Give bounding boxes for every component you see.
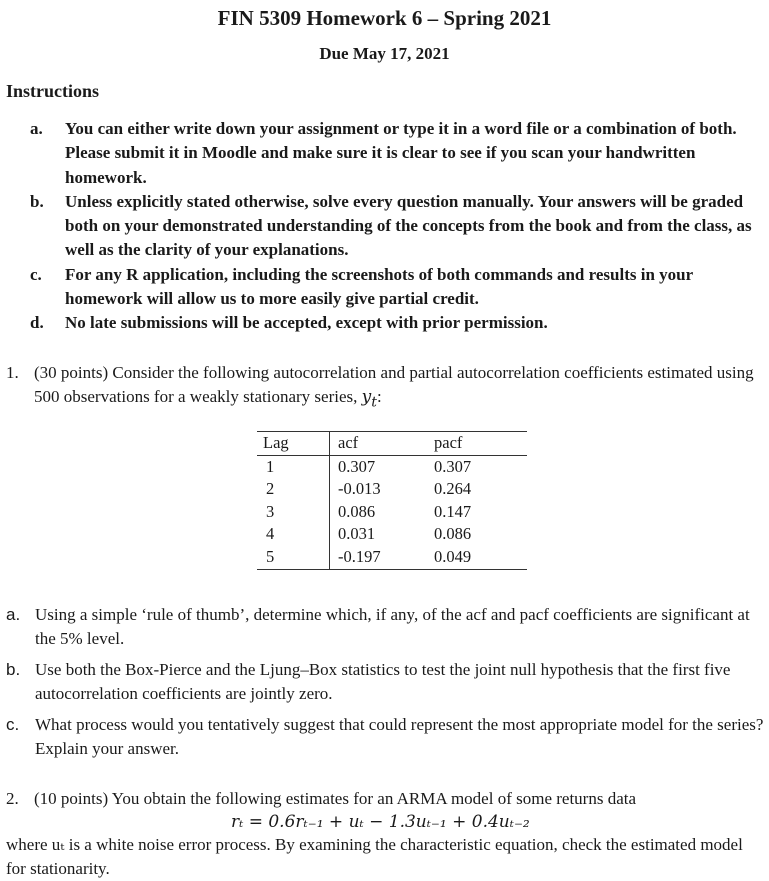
instruction-text: You can either write down your assignment or type it in a word file or a combination of both. Please submit it in Moodle and make sure it is clear to see if you scan your handwritten homework. — [65, 119, 737, 187]
header-lag: Lag — [257, 432, 330, 456]
instruction-item-c — [30, 263, 765, 312]
lag-cell: 2 — [257, 478, 330, 501]
question-2-text: (10 points) You obtain the following estimates for an ARMA model of some returns data — [34, 789, 637, 808]
table-row — [257, 523, 527, 546]
question-number: 1. — [6, 363, 19, 382]
acf-pacf-table — [257, 431, 527, 570]
instruction-text: No late submissions will be accepted, except with prior permission. — [65, 313, 548, 333]
table-row — [257, 478, 527, 501]
question-1-text: (30 points) Consider the following autocorrelation and partial autocorrelation coefficients estimated using 500 observations for a weakly stationary series, $y_t$: — [34, 363, 754, 411]
instruction-label: b. — [30, 191, 44, 211]
instruction-item-d — [30, 311, 765, 335]
subquestion-text: Use both the Box-Pierce and the Ljung–Box statistics to test the joint null hypothesis that the first five autocorrelation coefficients are jointly zero. — [35, 660, 731, 703]
lag-cell: 5 — [257, 546, 330, 569]
instruction-label: d. — [30, 313, 44, 333]
question-2 — [6, 787, 766, 811]
acf-cell: -0.197 — [338, 546, 381, 566]
subquestion-label: b. — [6, 660, 21, 679]
header-pacf: pacf — [434, 432, 527, 456]
instructions-heading: Instructions — [6, 81, 100, 101]
table-header-row — [257, 432, 527, 456]
instruction-text: Unless explicitly stated otherwise, solve every question manually. Your answers will be graded both on your demonstrated understanding of the concepts from the book and from the class, as well as the clarity of your explanations. — [65, 191, 752, 260]
pacf-cell: 0.147 — [434, 501, 472, 521]
pacf-cell: 0.086 — [434, 524, 472, 544]
question-1-stem: (30 points) Consider the following autocorrelation and partial autocorrelation coefficients estimated using 500 observations for a weakly stationary series, — [34, 363, 754, 406]
header-acf: acf — [330, 432, 435, 456]
arma-equation: rₜ = 0.6rₜ₋₁ + uₜ − 1.3uₜ₋₁ + 0.4uₜ₋₂ — [231, 812, 530, 832]
instruction-label: a. — [30, 119, 43, 138]
acf-cell: 0.031 — [338, 524, 376, 544]
pacf-cell: 0.307 — [434, 456, 472, 476]
due-date: Due May 17, 2021 — [319, 44, 450, 63]
subquestion-text: What process would you tentatively suggest that could represent the most appropriate model for the series? Explain your answer. — [35, 715, 764, 758]
question-number: 2. — [6, 789, 19, 808]
instruction-text: For any R application, including the screenshots of both commands and results in your homework will allow us to more easily give partial credit. — [65, 264, 693, 309]
subquestion-c — [6, 713, 766, 760]
subquestion-label: c. — [6, 715, 20, 734]
lag-cell: 4 — [257, 523, 330, 546]
document-title: FIN 5309 Homework 6 – Spring 2021 — [217, 6, 552, 30]
subquestion-text: Using a simple ‘rule of thumb’, determine which, if any, of the acf and pacf coefficients are significant at the 5% level. — [35, 605, 750, 648]
pacf-cell: 0.049 — [434, 546, 472, 566]
lag-cell: 1 — [257, 455, 330, 478]
question-2-continuation: where uₜ is a white noise error process. By examining the characteristic equation, check the estimated model for stationarity. — [6, 835, 743, 878]
pacf-cell: 0.264 — [434, 479, 472, 499]
table-row — [257, 546, 527, 569]
series-variable: $y_t$ — [361, 387, 377, 411]
acf-cell: -0.013 — [338, 479, 381, 499]
instruction-label: c. — [30, 264, 42, 284]
lag-cell: 3 — [257, 501, 330, 524]
question-1 — [6, 361, 766, 414]
instruction-item-a — [30, 117, 765, 190]
table-row — [257, 501, 527, 524]
table-row — [257, 455, 527, 478]
acf-cell: 0.086 — [338, 501, 376, 521]
subquestion-a — [6, 603, 766, 650]
subquestion-label: a. — [6, 605, 21, 624]
subquestion-b — [6, 658, 766, 705]
instruction-item-b — [30, 190, 765, 263]
instructions-list — [30, 117, 765, 336]
acf-cell: 0.307 — [338, 456, 376, 476]
